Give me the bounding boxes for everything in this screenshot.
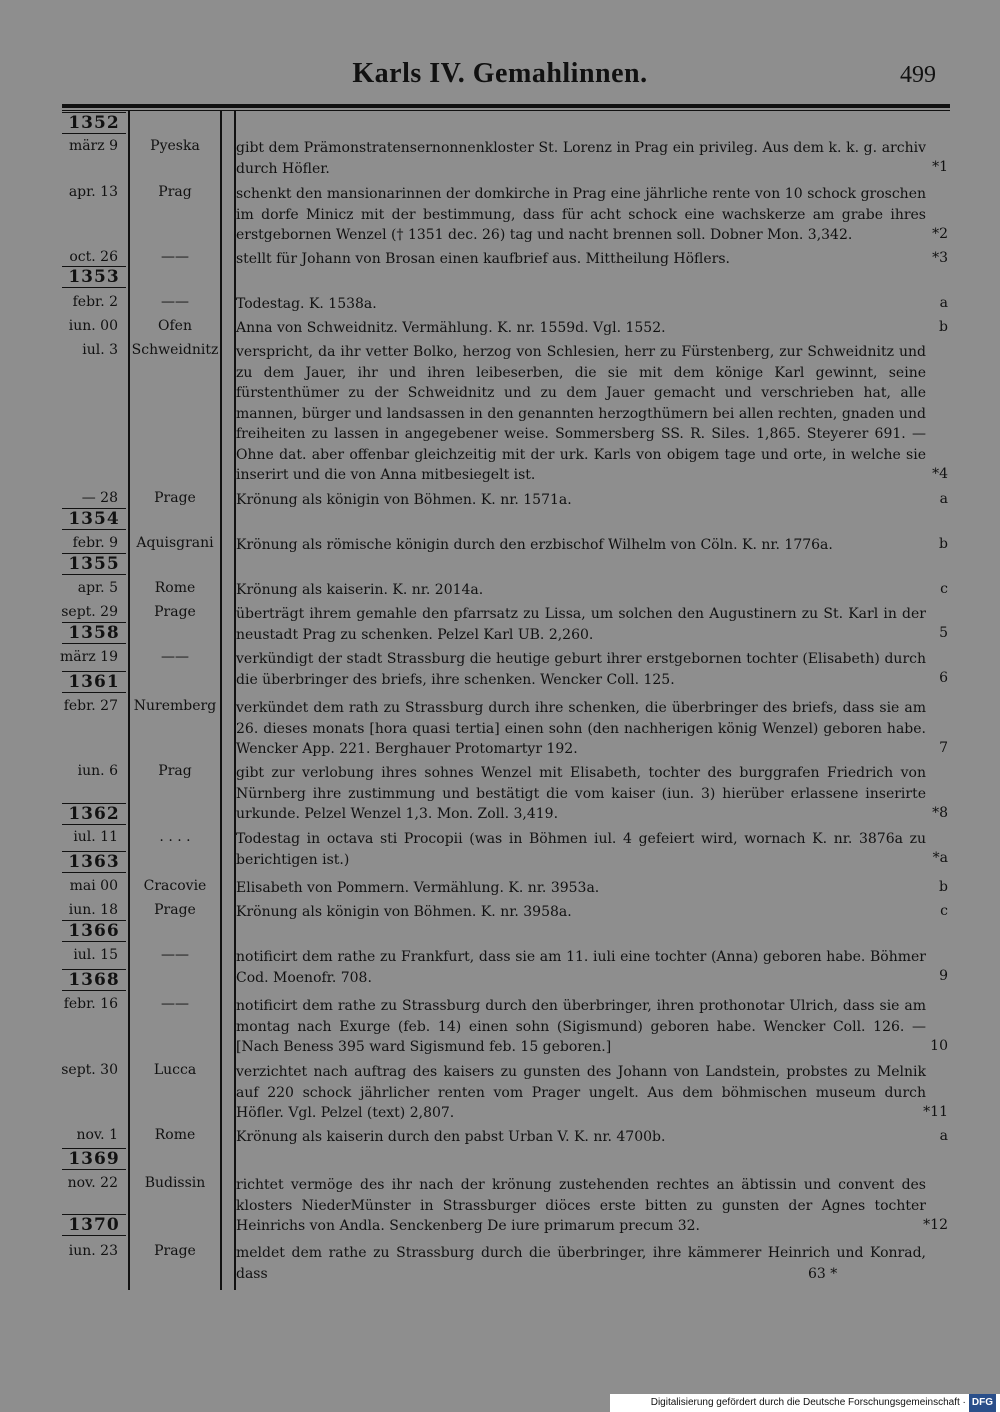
page-title: Karls IV. Gemahlinnen. bbox=[352, 58, 648, 89]
entry-date: febr. 2 bbox=[72, 294, 118, 310]
entry-number: 5 bbox=[939, 625, 948, 641]
entry-place: —— bbox=[161, 249, 189, 265]
entry-number: a bbox=[939, 1128, 948, 1144]
entry-text: Krönung als kaiserin. K. nr. 2014a. bbox=[236, 582, 484, 598]
year-heading: 1358 bbox=[62, 622, 126, 644]
entry-text: verkündet dem rath zu Strassburg durch ihre schenken, die überbringer des briefs, dass sie am 26. dieses monats [hora quasi tertia] einen sohn (den nachherigen könig Wenzel) geboren habe. Wencker App. 221. Berghauer Protomartyr 192. bbox=[236, 700, 926, 757]
entry-number: c bbox=[940, 581, 948, 597]
entry-date: febr. 16 bbox=[63, 996, 118, 1012]
entry-place: Rome bbox=[154, 1127, 196, 1143]
entry-text: Anna von Schweidnitz. Vermählung. K. nr. 1559d. Vgl. 1552. bbox=[236, 320, 666, 336]
entry-number: *1 bbox=[932, 159, 948, 175]
footer-text: Digitalisierung gefördert durch die Deutsche Forschungsgemeinschaft · bbox=[650, 1397, 966, 1408]
entry-date: febr. 27 bbox=[63, 698, 118, 714]
entry-date: märz 19 bbox=[60, 649, 118, 665]
entry-date: febr. 9 bbox=[72, 535, 118, 551]
footer-credit bbox=[610, 1394, 1000, 1412]
entry-place: . . . . bbox=[159, 829, 191, 845]
entry-date: iul. 15 bbox=[73, 947, 118, 963]
entry-date: iun. 18 bbox=[68, 902, 118, 918]
entry-number: *2 bbox=[932, 226, 948, 242]
entry-date: iul. 11 bbox=[73, 829, 118, 845]
entry-text: notificirt dem rathe zu Frankfurt, dass sie am 11. iuli eine tochter (Anna) geboren habe. Böhmer Cod. Moenofr. 708. bbox=[236, 949, 926, 986]
entry-text: meldet dem rathe zu Strassburg durch die überbringer, ihre kämmerer Heinrich und Konrad, dass bbox=[236, 1245, 926, 1282]
entry-number: c bbox=[940, 903, 948, 919]
entry-text: richtet vermöge des ihr nach der krönung zustehenden rechtes an äbtissin und convent des klosters NiederMünster in Strassburger diöces erste bitten zu gunsten der Agnes tochter Heinrichs von Andla. Senckenberg De iure primarum precum 32. bbox=[236, 1177, 926, 1234]
header-rule-thin bbox=[62, 110, 950, 111]
entry-date: apr. 13 bbox=[68, 184, 118, 200]
entry-number: b bbox=[939, 536, 948, 552]
entry-number: *4 bbox=[932, 466, 948, 482]
entry-text: Krönung als kaiserin durch den pabst Urban V. K. nr. 4700b. bbox=[236, 1129, 666, 1145]
entry-number: *8 bbox=[932, 805, 948, 821]
entry-number: 7 bbox=[939, 740, 948, 756]
entry-place: Budissin bbox=[144, 1175, 206, 1191]
entry-date: iun. 00 bbox=[68, 318, 118, 334]
entry-text: gibt dem Prämonstratensernonnenkloster St. Lorenz in Prag ein privileg. Aus dem k. k. g. archiv durch Höfler. bbox=[236, 140, 926, 177]
entry-date: — 28 bbox=[81, 490, 118, 506]
entry-place: —— bbox=[161, 947, 189, 963]
year-heading: 1369 bbox=[62, 1148, 126, 1170]
year-heading: 1361 bbox=[62, 671, 126, 693]
entry-place: —— bbox=[161, 294, 189, 310]
dfg-logo: DFG bbox=[969, 1394, 996, 1412]
entry-place: Prage bbox=[154, 604, 196, 620]
entry-number: *11 bbox=[923, 1104, 948, 1120]
entry-number: *3 bbox=[932, 250, 948, 266]
entry-text: Todestag in octava sti Procopii (was in Böhmen iul. 4 gefeiert wird, wornach K. nr. 3876a zu berichtigen ist.) bbox=[236, 831, 926, 868]
entry-text: Krönung als römische königin durch den erzbischof Wilhelm von Cöln. K. nr. 1776a. bbox=[236, 537, 833, 553]
entry-place: Prage bbox=[154, 1243, 196, 1259]
entry-text: Krönung als königin von Böhmen. K. nr. 1571a. bbox=[236, 492, 572, 508]
entry-number: *12 bbox=[923, 1217, 948, 1233]
entry-place: Prage bbox=[154, 490, 196, 506]
year-heading: 1352 bbox=[62, 112, 126, 134]
entry-number: 10 bbox=[930, 1038, 948, 1054]
entry-date: sept. 29 bbox=[61, 604, 118, 620]
entry-place: Prage bbox=[154, 902, 196, 918]
year-heading: 1354 bbox=[62, 508, 126, 530]
entry-text: gibt zur verlobung ihres sohnes Wenzel mit Elisabeth, tochter des burggrafen Friedrich von Nürnberg ihre zustimmung und bestätigt die vom kaiser (iun. 3) hierüber erlassene inserirte urkunde. Pelzel Wenzel 1,3. Mon. Zoll. 3,419. bbox=[236, 765, 926, 822]
year-heading: 1362 bbox=[62, 803, 126, 825]
entry-place: Nuremberg bbox=[133, 698, 217, 714]
entry-number: a bbox=[939, 491, 948, 507]
entry-date: iul. 3 bbox=[82, 342, 118, 358]
entry-number: 9 bbox=[939, 968, 948, 984]
page-number: 499 bbox=[900, 62, 936, 88]
entry-date: märz 9 bbox=[68, 138, 118, 154]
year-heading: 1368 bbox=[62, 969, 126, 991]
year-heading: 1363 bbox=[62, 851, 126, 873]
entry-place: Schweidnitz bbox=[131, 342, 219, 358]
entry-date: nov. 1 bbox=[76, 1127, 118, 1143]
entry-text: stellt für Johann von Brosan einen kaufbrief aus. Mittheilung Höflers. bbox=[236, 251, 730, 267]
entry-text: verzichtet nach auftrag des kaisers zu gunsten des Johann von Landstein, probstes zu Melnik auf 220 schock jährlicher renten vom Prager ungelt. Aus dem böhmischen museum durch Höfler. Vgl. Pelzel (text) 2,807. bbox=[236, 1064, 926, 1121]
entry-place: Aquisgrani bbox=[136, 535, 214, 551]
entry-number: 6 bbox=[939, 670, 948, 686]
entry-text: schenkt den mansionarinnen der domkirche in Prag eine jährliche rente von 10 schock groschen im dorfe Minicz mit der bestimmung, dass für acht schock eine wachskerze am grabe ihres erstgebornen Wenzel († 1351 dec. 26) tag und nacht brennen soll. Dobner Mon. 3,342. bbox=[236, 186, 926, 243]
entry-date: sept. 30 bbox=[61, 1062, 118, 1078]
entry-place: Prag bbox=[158, 763, 192, 779]
entry-place: Rome bbox=[154, 580, 196, 596]
year-heading: 1366 bbox=[62, 920, 126, 942]
entry-date: apr. 5 bbox=[77, 580, 118, 596]
entry-date: iun. 6 bbox=[77, 763, 118, 779]
signature-mark: 63 * bbox=[808, 1266, 838, 1282]
entry-place: —— bbox=[161, 649, 189, 665]
header-rule bbox=[62, 104, 950, 108]
entry-place: Prag bbox=[158, 184, 192, 200]
entry-text: überträgt ihrem gemahle den pfarrsatz zu Lissa, um solchen den Augustinern zu St. Karl in der neustadt Prag zu schenken. Pelzel Karl UB. 2,260. bbox=[236, 606, 926, 643]
entry-date: nov. 22 bbox=[67, 1175, 118, 1191]
year-heading: 1355 bbox=[62, 553, 126, 575]
entry-date: mai 00 bbox=[69, 878, 118, 894]
entry-date: oct. 26 bbox=[69, 249, 118, 265]
year-heading: 1353 bbox=[62, 266, 126, 288]
entry-number: b bbox=[939, 319, 948, 335]
year-heading: 1370 bbox=[62, 1214, 126, 1236]
entry-text: verkündigt der stadt Strassburg die heutige geburt ihrer erstgebornen tochter (Elisabeth) durch die überbringer des briefs, ihre schenken. Wencker Coll. 125. bbox=[236, 651, 926, 688]
entry-text: notificirt dem rathe zu Strassburg durch den überbringer, ihren prothonotar Ulrich, dass sie am montag nach Exurge (feb. 14) einen sohn (Sigismund) geboren habe. Wencker Coll. 126. — [Nach Beness 395 ward Sigismund feb. 15 geboren.] bbox=[236, 998, 926, 1055]
entry-place: —— bbox=[161, 996, 189, 1012]
entry-text: Todestag. K. 1538a. bbox=[236, 296, 377, 312]
entry-place: Cracovie bbox=[143, 878, 207, 894]
entry-place: Ofen bbox=[158, 318, 192, 334]
entry-text: Elisabeth von Pommern. Vermählung. K. nr. 3953a. bbox=[236, 880, 600, 896]
column-divider-place bbox=[220, 110, 222, 1290]
entry-text: verspricht, da ihr vetter Bolko, herzog von Schlesien, herr zu Fürstenberg, zur Schweidnitz und zu dem Jauer, ihr und ihren leibeserben, die sie mit dem könige Karl gewinnt, seine fürstenthümer zu der Schweidnitz und zu dem Jauer gemacht und verschrieben hat, alle mannen, bürger und landsassen in den genannten herzogthümern bei allen rechten, gnaden und freiheiten zu lassen in angegebener weise. Sommersberg SS. R. Siles. 1,865. Steyerer 691. — Ohne dat. aber offenbar gleichzeitig mit der urk. Karls von obigem tage und orte, in welche sie inserirt und die von Anna mitbesiegelt ist. bbox=[236, 344, 926, 483]
entry-number: a bbox=[939, 295, 948, 311]
entry-text: Krönung als königin von Böhmen. K. nr. 3958a. bbox=[236, 904, 572, 920]
entry-date: iun. 23 bbox=[68, 1243, 118, 1259]
entry-number: *a bbox=[932, 850, 948, 866]
entry-place: Pyeska bbox=[150, 138, 200, 154]
entry-place: Lucca bbox=[153, 1062, 197, 1078]
entry-number: b bbox=[939, 879, 948, 895]
